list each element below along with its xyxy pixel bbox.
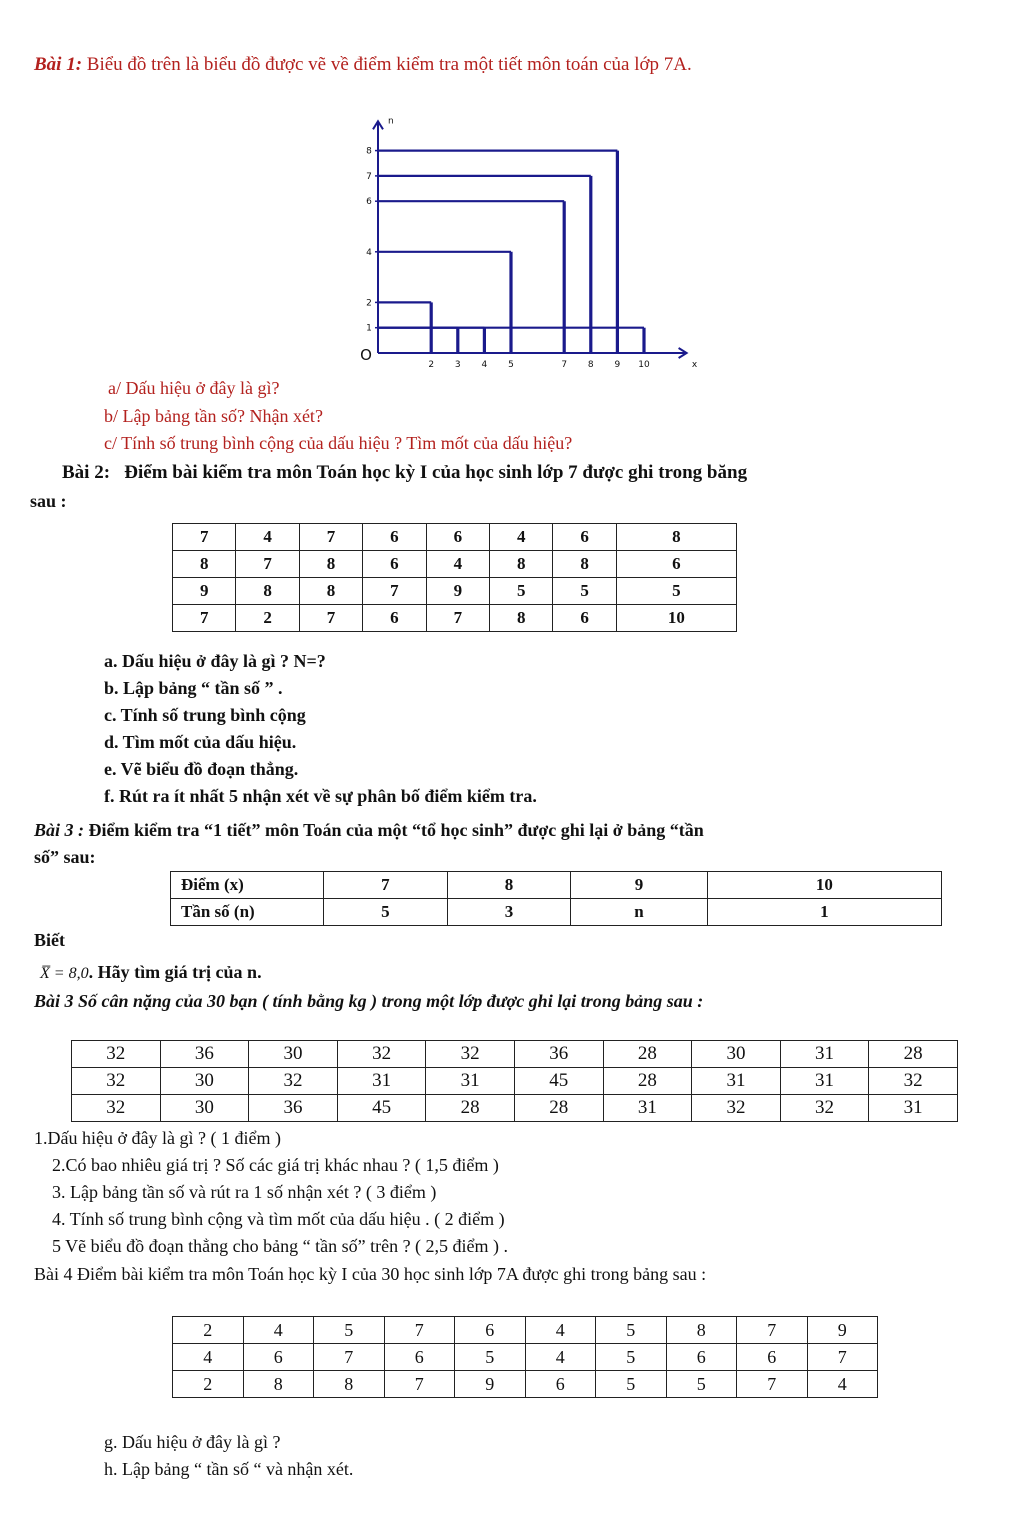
bai2-text-continued: sau : [30, 491, 67, 511]
table-cell: 8 [299, 551, 362, 578]
table-cell: 7 [807, 1344, 878, 1371]
table-cell: 8 [553, 551, 616, 578]
bai2-question-b: b. Lập bảng “ tần số ” . [104, 678, 283, 698]
y-tick-label: 2 [366, 298, 372, 309]
y-tick-label: 1 [366, 323, 372, 334]
table-cell: 5 [490, 578, 553, 605]
table-cell: 45 [514, 1068, 603, 1095]
table-cell: 30 [160, 1095, 249, 1122]
table-cell: 2 [173, 1317, 244, 1344]
table-cell: 36 [249, 1095, 338, 1122]
row-header-x: Điểm (x) [171, 872, 324, 899]
table-row [171, 872, 942, 899]
table-cell: 30 [692, 1041, 781, 1068]
x-tick-label: 10 [638, 360, 650, 370]
table-cell: 32 [72, 1068, 161, 1095]
bai3a-text-continued: số” sau: [34, 847, 96, 867]
table-cell: 31 [603, 1095, 692, 1122]
table-cell: 31 [692, 1068, 781, 1095]
table-cell: 9 [426, 578, 489, 605]
table-cell: 5 [324, 899, 448, 926]
table-cell: 28 [869, 1041, 958, 1068]
table-cell: 7 [426, 605, 489, 632]
bai2-question-d: d. Tìm mốt của dấu hiệu. [104, 732, 297, 752]
table-row [173, 551, 737, 578]
table-cell: 9 [807, 1317, 878, 1344]
table-cell: 5 [455, 1344, 526, 1371]
table-cell: 6 [363, 551, 426, 578]
mean-formula: X̅ = 8,0 [40, 965, 89, 982]
table-cell: 9 [571, 872, 707, 899]
table-cell: 28 [603, 1041, 692, 1068]
bai3b-question-2: 2.Có bao nhiêu giá trị ? Số các giá trị khác nhau ? ( 1,5 điểm ) [52, 1155, 499, 1175]
table-cell: 10 [707, 872, 941, 899]
bai4-heading: Bài 4 Điểm bài kiểm tra môn Toán học kỳ I của 30 học sinh lớp 7A được ghi trong bảng sau : [34, 1264, 707, 1284]
table-cell: 2 [173, 1371, 244, 1398]
origin-label: O [360, 346, 372, 364]
y-tick-label: 7 [366, 171, 372, 182]
y-tick-label: 6 [366, 197, 372, 208]
table-cell: 8 [666, 1317, 737, 1344]
table-cell: 6 [384, 1344, 455, 1371]
table-cell: 7 [299, 605, 362, 632]
table-cell: 6 [553, 524, 616, 551]
table-cell: 5 [596, 1317, 667, 1344]
table-cell: 5 [596, 1344, 667, 1371]
table-cell: 9 [173, 578, 236, 605]
table-cell: 6 [666, 1344, 737, 1371]
x-tick-label: 7 [561, 360, 568, 370]
x-tick-label: 2 [428, 360, 435, 370]
bai3a-frequency-table [170, 871, 942, 926]
table-cell: 8 [299, 578, 362, 605]
table-cell: 1 [707, 899, 941, 926]
y-axis-label: n [388, 116, 394, 127]
table-cell: 7 [363, 578, 426, 605]
table-cell: 31 [780, 1068, 869, 1095]
table-row [171, 899, 942, 926]
x-tick-label: 9 [614, 360, 621, 370]
table-cell: 7 [324, 872, 448, 899]
table-cell: 5 [553, 578, 616, 605]
table-row [72, 1095, 958, 1122]
table-cell: 5 [666, 1371, 737, 1398]
table-cell: 31 [869, 1095, 958, 1122]
table-cell: 45 [337, 1095, 426, 1122]
table-cell: 31 [426, 1068, 515, 1095]
bai4-question-g: g. Dấu hiệu ở đây là gì ? [104, 1432, 281, 1452]
bai3b-question-3: 3. Lập bảng tần số và rút ra 1 số nhận xét ? ( 3 điểm ) [52, 1182, 437, 1202]
bai3a-condition [40, 962, 262, 983]
table-cell: 32 [337, 1041, 426, 1068]
table-cell: 6 [553, 605, 616, 632]
table-cell: 4 [173, 1344, 244, 1371]
table-cell: 7 [384, 1317, 455, 1344]
table-cell: 6 [243, 1344, 314, 1371]
bai3a-condition-tail: . Hãy tìm giá trị của n. [88, 962, 262, 982]
bai2-label: Bài 2: [62, 462, 111, 483]
bai1-heading [34, 54, 692, 76]
x-tick-label: 4 [481, 360, 488, 370]
table-cell: 6 [616, 551, 736, 578]
bai2-question-e: e. Vẽ biểu đồ đoạn thẳng. [104, 759, 299, 779]
table-cell: 4 [525, 1344, 596, 1371]
bai4-score-table [172, 1316, 878, 1398]
table-cell: 31 [780, 1041, 869, 1068]
table-cell: 8 [236, 578, 299, 605]
table-cell: 7 [737, 1317, 808, 1344]
table-cell: 32 [692, 1095, 781, 1122]
row-header-n: Tần số (n) [171, 899, 324, 926]
bai3a-label: Bài 3 : [34, 820, 85, 840]
table-cell: 8 [490, 551, 553, 578]
table-row [173, 524, 737, 551]
bai3b-question-1: 1.Dấu hiệu ở đây là gì ? ( 1 điểm ) [34, 1128, 281, 1148]
x-tick-label: 3 [454, 360, 461, 370]
bai3b-weight-table [71, 1040, 958, 1122]
table-cell: 8 [447, 872, 571, 899]
table-cell: 6 [737, 1344, 808, 1371]
bai1-text: Biểu đồ trên là biểu đồ được vẽ về điểm kiểm tra một tiết môn toán của lớp 7A. [82, 54, 692, 75]
table-cell: 3 [447, 899, 571, 926]
bai2-question-c: c. Tính số trung bình cộng [104, 705, 306, 725]
bai3b-question-5: 5 Vẽ biểu đồ đoạn thẳng cho bảng “ tần số” trên ? ( 2,5 điểm ) . [52, 1236, 509, 1256]
table-row [173, 1317, 878, 1344]
bai1-question-c: c/ Tính số trung bình cộng của dấu hiệu ? Tìm mốt của dấu hiệu? [104, 433, 573, 453]
table-row [72, 1041, 958, 1068]
table-row [173, 605, 737, 632]
table-cell: 4 [236, 524, 299, 551]
table-cell: 28 [603, 1068, 692, 1095]
bai1-question-b: b/ Lập bảng tần số? Nhận xét? [104, 406, 323, 426]
x-tick-label: 8 [587, 360, 594, 370]
bai1-label: Bài 1: [34, 54, 83, 75]
bai1-question-a: a/ Dấu hiệu ở đây là gì? [108, 378, 280, 398]
table-cell: 6 [525, 1371, 596, 1398]
table-cell: 32 [780, 1095, 869, 1122]
table-cell: 4 [807, 1371, 878, 1398]
table-row [173, 1344, 878, 1371]
table-cell: 4 [243, 1317, 314, 1344]
table-cell: 6 [363, 524, 426, 551]
table-cell: 7 [314, 1344, 385, 1371]
table-row [173, 1371, 878, 1398]
table-cell: 8 [314, 1371, 385, 1398]
table-cell: 5 [314, 1317, 385, 1344]
table-cell: 7 [173, 524, 236, 551]
frequency-bar-chart [330, 85, 750, 385]
table-cell: 5 [616, 578, 736, 605]
table-cell: 36 [160, 1041, 249, 1068]
table-cell: 8 [490, 605, 553, 632]
bai2-question-a: a. Dấu hiệu ở đây là gì ? N=? [104, 651, 326, 671]
y-tick-label: 4 [366, 247, 372, 258]
table-cell: 8 [173, 551, 236, 578]
table-cell: 36 [514, 1041, 603, 1068]
table-cell: 4 [490, 524, 553, 551]
table-cell: n [571, 899, 707, 926]
table-cell: 32 [426, 1041, 515, 1068]
table-cell: 31 [337, 1068, 426, 1095]
table-cell: 32 [72, 1095, 161, 1122]
bai3b-question-4: 4. Tính số trung bình cộng và tìm mốt của dấu hiệu . ( 2 điểm ) [52, 1209, 505, 1229]
table-cell: 6 [426, 524, 489, 551]
bai3b-heading: Bài 3 Số cân nặng của 30 bạn ( tính bằng kg ) trong một lớp được ghi lại trong bảng sau : [34, 991, 704, 1011]
bai2-heading [62, 462, 747, 484]
table-cell: 7 [236, 551, 299, 578]
table-cell: 28 [514, 1095, 603, 1122]
table-row [173, 578, 737, 605]
table-cell: 30 [249, 1041, 338, 1068]
table-cell: 4 [525, 1317, 596, 1344]
table-cell: 7 [299, 524, 362, 551]
bai3a-heading [34, 820, 704, 841]
table-cell: 2 [236, 605, 299, 632]
bai2-question-f: f. Rút ra ít nhất 5 nhận xét về sự phân bố điểm kiểm tra. [104, 786, 537, 806]
bai2-score-table [172, 523, 737, 632]
bai2-text: Điểm bài kiểm tra môn Toán học kỳ I của học sinh lớp 7 được ghi trong băng [124, 462, 748, 483]
table-cell: 7 [173, 605, 236, 632]
table-cell: 8 [243, 1371, 314, 1398]
table-cell: 32 [249, 1068, 338, 1095]
table-cell: 7 [384, 1371, 455, 1398]
table-cell: 6 [363, 605, 426, 632]
table-cell: 9 [455, 1371, 526, 1398]
table-cell: 7 [737, 1371, 808, 1398]
table-cell: 6 [455, 1317, 526, 1344]
x-axis-label: x [691, 360, 698, 370]
table-cell: 32 [72, 1041, 161, 1068]
x-tick-label: 5 [508, 360, 514, 370]
table-cell: 8 [616, 524, 736, 551]
bai4-question-h: h. Lập bảng “ tần số “ và nhận xét. [104, 1459, 354, 1479]
table-cell: 28 [426, 1095, 515, 1122]
table-cell: 10 [616, 605, 736, 632]
table-row [72, 1068, 958, 1095]
table-cell: 4 [426, 551, 489, 578]
table-cell: 32 [869, 1068, 958, 1095]
bai3a-biet: Biết [34, 930, 65, 950]
bai3a-text: Điểm kiểm tra “1 tiết” môn Toán của một “tổ học sinh” được ghi lại ở bảng “tần [84, 820, 704, 840]
table-cell: 30 [160, 1068, 249, 1095]
table-cell: 5 [596, 1371, 667, 1398]
y-tick-label: 8 [366, 146, 372, 157]
